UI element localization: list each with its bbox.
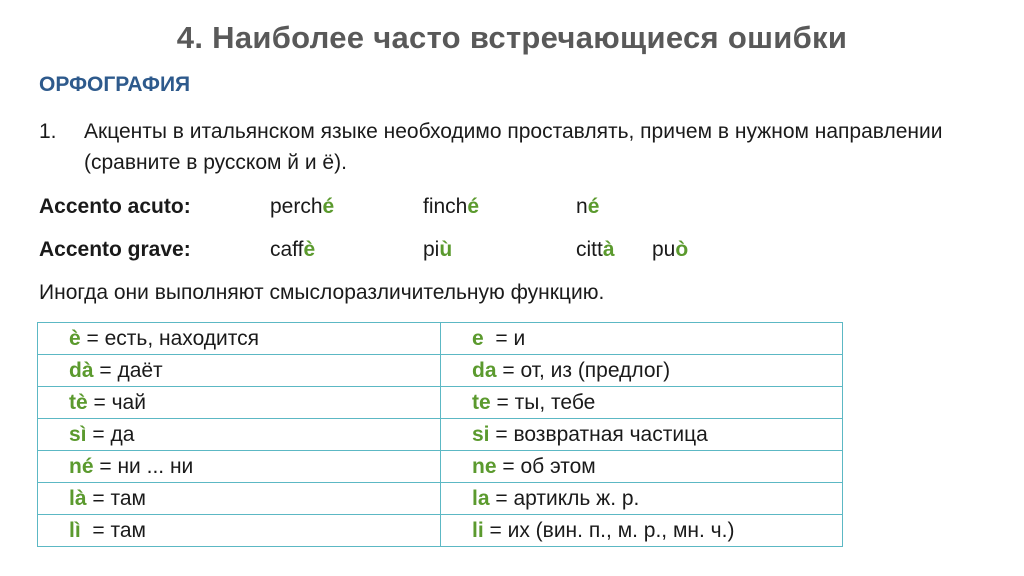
- accented-cell: là = там: [38, 483, 441, 515]
- item-number: 1.: [39, 120, 57, 143]
- table-row: [38, 323, 843, 355]
- table-row: [38, 419, 843, 451]
- table-row: [38, 387, 843, 419]
- section-heading: ОРФОГРАФИЯ: [39, 73, 191, 96]
- accented-cell: dà = даёт: [38, 355, 441, 387]
- unaccented-cell: te = ты, тебе: [441, 387, 843, 419]
- accented-cell: sì = да: [38, 419, 441, 451]
- accented-cell: né = ни ... ни: [38, 451, 441, 483]
- unaccented-cell: da = от, из (предлог): [441, 355, 843, 387]
- table-row: [38, 483, 843, 515]
- function-note: Иногда они выполняют смыслоразличительную функцию.: [39, 281, 605, 304]
- unaccented-cell: ne = об этом: [441, 451, 843, 483]
- table-row: [38, 355, 843, 387]
- accento-grave-label: Accento grave:: [39, 238, 191, 261]
- acuto-word: né: [576, 195, 600, 218]
- accented-cell: è = есть, находится: [38, 323, 441, 355]
- minimal-pairs-table: [37, 322, 843, 547]
- table-row: [38, 451, 843, 483]
- grave-word: più: [423, 238, 453, 261]
- unaccented-cell: la = артикль ж. р.: [441, 483, 843, 515]
- slide-title: 4. Наиболее часто встречающиеся ошибки: [176, 20, 848, 55]
- acuto-word: finché: [423, 195, 480, 218]
- grave-word: può: [652, 238, 689, 261]
- grave-word: caffè: [270, 238, 316, 261]
- acuto-word: perché: [270, 195, 335, 218]
- item-text: Акценты в итальянском языке необходимо проставлять, причем в нужном направлении (сравните в русском й и ё).: [84, 120, 943, 174]
- unaccented-cell: e = и: [441, 323, 843, 355]
- unaccented-cell: li = их (вин. п., м. р., мн. ч.): [441, 515, 843, 547]
- table-row: [38, 515, 843, 547]
- accented-cell: lì = там: [38, 515, 441, 547]
- unaccented-cell: si = возвратная частица: [441, 419, 843, 451]
- accented-cell: tè = чай: [38, 387, 441, 419]
- accento-acuto-label: Accento acuto:: [39, 195, 191, 218]
- grave-word: città: [576, 238, 615, 261]
